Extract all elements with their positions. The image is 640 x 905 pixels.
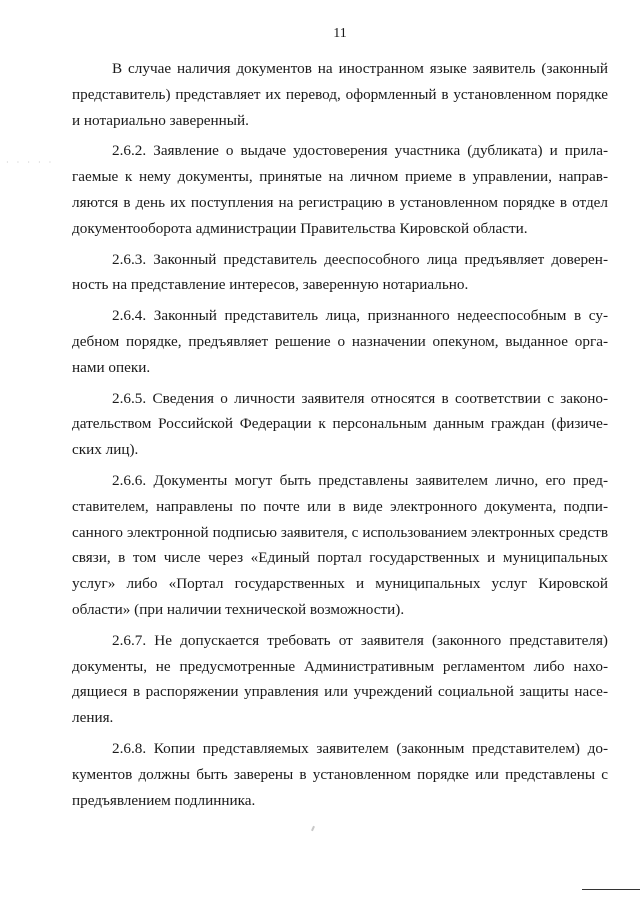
paragraph-2-6-7: 2.6.7. Не допускается требовать от заявителя (законного представителя) документы, не предусмотренные Административным регламентом либо находящиеся в распоряжении управления или учреждений социальной защиты населения.	[72, 631, 608, 727]
footer-rule	[582, 889, 640, 890]
paragraph-2-6-2: 2.6.2. Заявление о выдаче удостоверения участника (дубликата) и прилагаемые к нему документы, принятые на личном приеме в управлении, направляются в день их поступления на регистрацию в установленном порядке в отдел документооборота администрации Правительства Кировской области.	[72, 142, 608, 237]
paragraph-2-6-6: 2.6.6. Документы могут быть представлены заявителем лично, его представителем, направлены по почте или в виде электронного документа, подписанного электронной подписью заявителя, с использованием электронных средств связи, в том числе через «Единый портал государственных и муниципальных услуг» либо «Портал государственных и муниципальных услуг Кировской области» (при наличии технической возможности).	[72, 471, 608, 618]
scan-speck	[311, 826, 315, 831]
paragraph-2-6-8: 2.6.8. Копии представляемых заявителем (законным представителем) документов должны быть заверены в установленном порядке или представлены с предъявлением подлинника.	[72, 739, 608, 809]
paragraph-foreign-documents: В случае наличия документов на иностранном языке заявитель (законный представитель) представляет их перевод, оформленный в установленном порядке и нотариально заверенный.	[72, 60, 608, 129]
paragraph-2-6-4: 2.6.4. Законный представитель лица, признанного недееспособным в судебном порядке, предъявляет решение о назначении опекуном, выданное органами опеки.	[72, 307, 608, 376]
page-number: 11	[333, 26, 347, 41]
paragraph-2-6-5: 2.6.5. Сведения о личности заявителя относятся в соответствии с законодательством Российской Федерации к персональным данным граждан (физических лиц).	[72, 389, 608, 459]
margin-scan-dots: · · · · ·	[6, 158, 55, 167]
paragraph-2-6-3: 2.6.3. Законный представитель дееспособного лица предъявляет доверенность на представление интересов, заверенную нотариально.	[72, 250, 608, 294]
document-body	[72, 56, 608, 818]
